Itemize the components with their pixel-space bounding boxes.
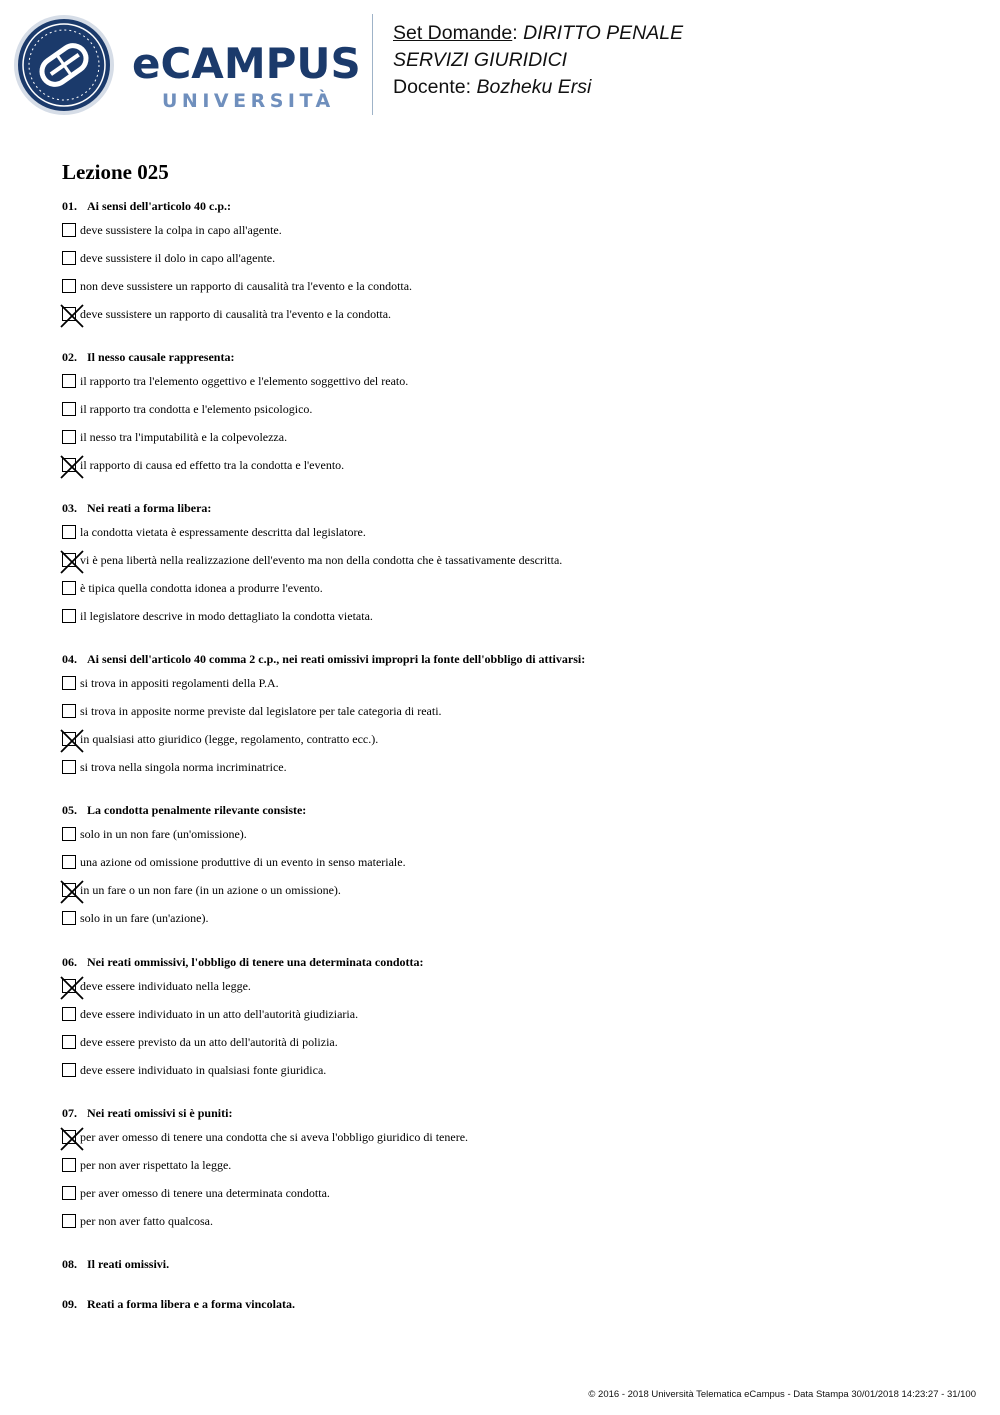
answer-text: per aver omesso di tenere una determinata condotta.	[80, 1186, 330, 1200]
answer-option[interactable]	[62, 524, 962, 552]
answer-option[interactable]	[62, 1213, 962, 1241]
answer-options	[62, 524, 962, 636]
question-5	[62, 800, 962, 938]
teacher-label: Docente:	[393, 76, 472, 98]
teacher-name: Bozheku Ersi	[476, 76, 592, 98]
question-number: 02.	[62, 350, 77, 364]
question-title	[62, 1294, 962, 1314]
checked-checkbox[interactable]	[62, 553, 76, 567]
answer-option[interactable]	[62, 222, 962, 250]
checkbox[interactable]	[62, 911, 76, 925]
answer-option[interactable]	[62, 675, 962, 703]
question-text: Nei reati a forma libera:	[87, 501, 212, 515]
answer-text: il rapporto tra condotta e l'elemento psicologico.	[80, 402, 313, 416]
answer-text: per aver omesso di tenere una condotta che si aveva l'obbligo giuridico di tenere.	[80, 1130, 469, 1144]
checkbox[interactable]	[62, 430, 76, 444]
question-title	[62, 1254, 962, 1274]
checkbox[interactable]	[62, 1063, 76, 1077]
answer-option[interactable]	[62, 826, 962, 854]
checkbox[interactable]	[62, 581, 76, 595]
question-number: 03.	[62, 501, 77, 515]
question-7	[62, 1103, 962, 1241]
question-title	[62, 649, 962, 669]
answer-option[interactable]	[62, 910, 962, 938]
question-number: 09.	[62, 1297, 77, 1311]
answer-option[interactable]	[62, 278, 962, 306]
answer-text: deve essere individuato nella legge.	[80, 979, 251, 993]
answer-text: deve sussistere un rapporto di causalità tra l'evento e la condotta.	[80, 307, 392, 321]
set-label: Set Domande	[393, 22, 513, 44]
question-number: 05.	[62, 803, 77, 817]
answer-text: si trova in appositi regolamenti della P.A.	[80, 676, 279, 690]
answer-options	[62, 1129, 962, 1241]
answer-text: il rapporto di causa ed effetto tra la condotta e l'evento.	[80, 458, 345, 472]
checkbox[interactable]	[62, 374, 76, 388]
answer-option[interactable]	[62, 608, 962, 636]
answer-text: solo in un non fare (un'omissione).	[80, 827, 247, 841]
answer-option[interactable]	[62, 250, 962, 278]
answer-option[interactable]	[62, 552, 962, 580]
answer-text: deve sussistere la colpa in capo all'agente.	[80, 223, 282, 237]
logo-wordmark: eCAMPUS	[132, 39, 361, 88]
answer-option[interactable]	[62, 1062, 962, 1090]
question-number: 04.	[62, 652, 77, 666]
answer-options	[62, 222, 962, 334]
program-line	[393, 47, 683, 74]
answer-option[interactable]	[62, 1185, 962, 1213]
course-line: Set Domande: DIRITTO PENALE	[393, 22, 684, 44]
checked-checkbox[interactable]	[62, 979, 76, 993]
ecampus-logo	[14, 14, 364, 116]
question-4	[62, 649, 962, 787]
question-number: 01.	[62, 199, 77, 213]
question-3	[62, 498, 962, 636]
answer-option[interactable]	[62, 882, 962, 910]
answer-option[interactable]	[62, 457, 962, 485]
question-text: Reati a forma libera e a forma vincolata.	[87, 1297, 295, 1311]
answer-option[interactable]	[62, 373, 962, 401]
question-title	[62, 1103, 962, 1123]
answer-text: deve essere individuato in qualsiasi fonte giuridica.	[80, 1063, 327, 1077]
answer-option[interactable]	[62, 1006, 962, 1034]
question-2	[62, 347, 962, 485]
checkbox[interactable]	[62, 1186, 76, 1200]
question-text: Il reati omissivi.	[87, 1257, 170, 1271]
checked-checkbox[interactable]	[62, 732, 76, 746]
answer-text: il legislatore descrive in modo dettagliato la condotta vietata.	[80, 609, 373, 623]
question-title	[62, 800, 962, 820]
question-text: Il nesso causale rappresenta:	[87, 350, 235, 364]
checked-checkbox[interactable]	[62, 458, 76, 472]
question-title	[62, 498, 962, 518]
answer-text: deve essere previsto da un atto dell'autorità di polizia.	[80, 1035, 338, 1049]
answer-options	[62, 978, 962, 1090]
footer-copyright: © 2016 - 2018 Università Telematica eCampus - Data Stampa 30/01/2018 14:23:27 - 31/100	[588, 1389, 976, 1400]
checkbox[interactable]	[62, 1035, 76, 1049]
answer-options	[62, 373, 962, 485]
checkbox[interactable]	[62, 676, 76, 690]
checkbox[interactable]	[62, 1158, 76, 1172]
answer-option[interactable]	[62, 731, 962, 759]
course-name: DIRITTO PENALE	[523, 22, 684, 44]
question-title	[62, 196, 962, 216]
question-8	[62, 1254, 962, 1274]
question-title	[62, 952, 962, 972]
answer-option[interactable]	[62, 759, 962, 787]
teacher-line	[393, 74, 683, 101]
question-text: Nei reati omissivi si è puniti:	[87, 1106, 233, 1120]
answer-option[interactable]	[62, 429, 962, 457]
header-divider	[372, 14, 373, 115]
answer-option[interactable]	[62, 978, 962, 1006]
checked-checkbox[interactable]	[62, 883, 76, 897]
answer-options	[62, 826, 962, 938]
checkbox[interactable]	[62, 1214, 76, 1228]
question-6	[62, 952, 962, 1090]
question-text: Nei reati ommissivi, l'obbligo di tenere una determinata condotta:	[87, 955, 424, 969]
checkbox[interactable]	[62, 704, 76, 718]
checkbox[interactable]	[62, 609, 76, 623]
answer-text: il nesso tra l'imputabilità e la colpevolezza.	[80, 430, 288, 444]
checked-checkbox[interactable]	[62, 307, 76, 321]
answer-option[interactable]	[62, 854, 962, 882]
question-1	[62, 196, 962, 334]
answer-option[interactable]	[62, 1129, 962, 1157]
answer-text: il rapporto tra l'elemento oggettivo e l'elemento soggettivo del reato.	[80, 374, 409, 388]
checked-checkbox[interactable]	[62, 1130, 76, 1144]
answer-text: in qualsiasi atto giuridico (legge, regolamento, contratto ecc.).	[80, 732, 379, 746]
question-title	[62, 347, 962, 367]
question-number: 08.	[62, 1257, 77, 1271]
answer-option[interactable]	[62, 401, 962, 429]
answer-text: in un fare o un non fare (in un azione o un omissione).	[80, 883, 341, 897]
checkbox[interactable]	[62, 855, 76, 869]
answer-text: vi è pena libertà nella realizzazione dell'evento ma non della condotta che è tassativamente descritta.	[80, 553, 563, 567]
question-number: 06.	[62, 955, 77, 969]
checkbox[interactable]	[62, 402, 76, 416]
answer-option[interactable]	[62, 580, 962, 608]
answer-text: deve essere individuato in un atto dell'autorità giudiziaria.	[80, 1007, 359, 1021]
answer-text: una azione od omissione produttive di un evento in senso materiale.	[80, 855, 406, 869]
checkbox[interactable]	[62, 760, 76, 774]
checkbox[interactable]	[62, 827, 76, 841]
checkbox[interactable]	[62, 279, 76, 293]
question-text: Ai sensi dell'articolo 40 comma 2 c.p., nei reati omissivi impropri la fonte dell'obbligo di attivarsi:	[87, 652, 586, 666]
answer-text: si trova nella singola norma incriminatrice.	[80, 760, 287, 774]
question-number: 07.	[62, 1106, 77, 1120]
checkbox[interactable]	[62, 525, 76, 539]
answer-text: deve sussistere il dolo in capo all'agente.	[80, 251, 276, 265]
answer-option[interactable]	[62, 1157, 962, 1185]
question-text: Ai sensi dell'articolo 40 c.p.:	[87, 199, 231, 213]
answer-text: si trova in apposite norme previste dal legislatore per tale categoria di reati.	[80, 704, 442, 718]
answer-text: solo in un fare (un'azione).	[80, 911, 209, 925]
lesson-title: Lezione 025	[62, 160, 169, 184]
answer-text: non deve sussistere un rapporto di causalità tra l'evento e la condotta.	[80, 279, 413, 293]
answer-options	[62, 675, 962, 787]
question-text: La condotta penalmente rilevante consiste:	[87, 803, 307, 817]
checkbox[interactable]	[62, 1007, 76, 1021]
logo-subtitle: UNIVERSITÀ	[162, 90, 335, 112]
question-9	[62, 1294, 962, 1314]
answer-option[interactable]	[62, 703, 962, 731]
header-info	[393, 20, 683, 101]
answer-option[interactable]	[62, 306, 962, 334]
checkbox[interactable]	[62, 251, 76, 265]
answer-text: è tipica quella condotta idonea a produrre l'evento.	[80, 581, 323, 595]
checkbox[interactable]	[62, 223, 76, 237]
answer-text: per non aver fatto qualcosa.	[80, 1214, 213, 1228]
answer-text: la condotta vietata è espressamente descritta dal legislatore.	[80, 525, 366, 539]
answer-option[interactable]	[62, 1034, 962, 1062]
answer-text: per non aver rispettato la legge.	[80, 1158, 232, 1172]
program-name: SERVIZI GIURIDICI	[393, 49, 568, 71]
